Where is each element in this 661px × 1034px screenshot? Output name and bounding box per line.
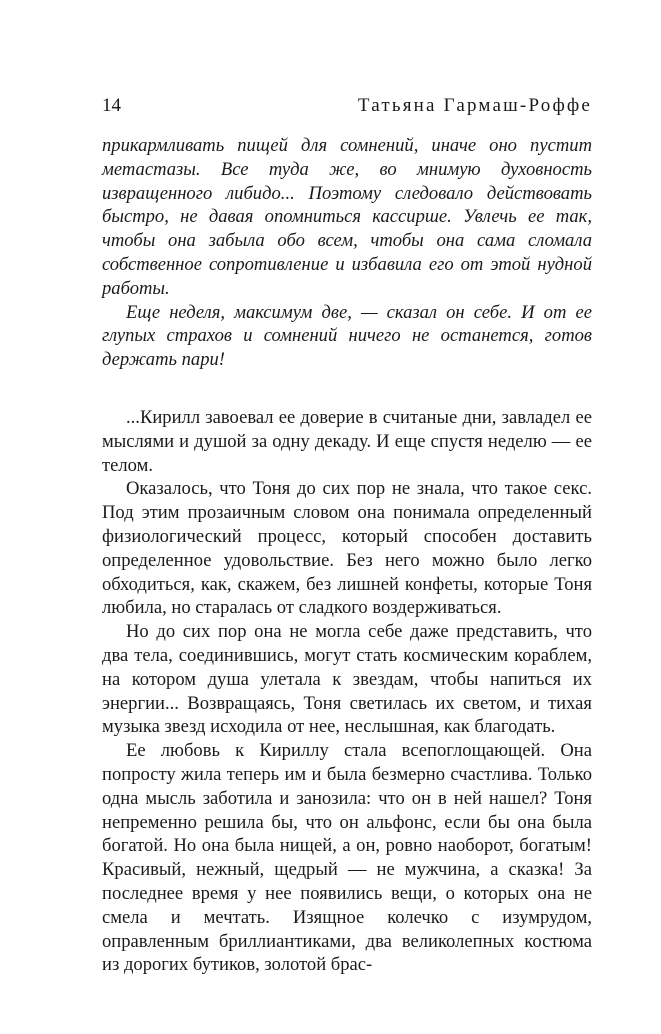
body-paragraph: Ее любовь к Кириллу стала всепоглощающей. Она попросту жила теперь им и была безмерно счастлива. Только одна мысль заботила и занозила: что он в ней нашел? Тоня непременно решила бы, что он альфонс, если бы она была богатой. Но она была нищей, а он, ровно наоборот, богатым! Красивый, нежный, щедрый — не мужчина, а сказка! За последнее время у нее появились вещи, о которых она не смела и мечтать. Изящное колечко с изумрудом, оправленным бриллиантиками, два великолепных костюма из дорогих бутиков, золотой брас-	[102, 740, 592, 976]
body-paragraph: ...Кирилл завоевал ее доверие в считаные дни, завладел ее мыслями и душой за одну декаду. И еще спустя неделю — ее телом.	[102, 406, 592, 476]
italic-passage	[102, 134, 592, 372]
body-paragraph: Но до сих пор она не могла себе даже представить, что два тела, соединившись, могут стать космическим кораблем, на котором душа улетала к звездам, чтобы напиться их энергии... Возвращаясь, Тоня светилась их светом, и тихая музыка звезд исходила от нее, неслышная, как благодать.	[102, 621, 592, 738]
italic-paragraph: Еще неделя, максимум две, — сказал он себе. И от ее глупых страхов и сомнений ничего не останется, готов держать пари!	[102, 301, 592, 371]
page-number: 14	[102, 95, 121, 116]
running-head	[102, 94, 592, 118]
section-break	[102, 372, 592, 406]
italic-paragraph: прикармливать пищей для сомнений, иначе оно пустит метастазы. Все туда же, во мнимую духовность извращенного либидо... Поэтому следовало действовать быстро, не давая опомниться кассирше. Увлечь ее так, чтобы она забыла обо всем, чтобы она сама сломала собственное сопротивление и избавила его от этой нудной работы.	[102, 135, 592, 299]
body-paragraph: Оказалось, что Тоня до сих пор не знала, что такое секс. Под этим прозаичным словом она понимала определенный физиологический процесс, который способен доставить определенное удовольствие. Без него можно было легко обходиться, как, скажем, без лишней конфеты, которые Тоня любила, но старалась от сладкого воздерживаться.	[102, 478, 592, 619]
body-text	[102, 406, 592, 977]
book-page	[102, 94, 592, 977]
running-head-author: Татьяна Гармаш-Роффе	[357, 95, 592, 116]
